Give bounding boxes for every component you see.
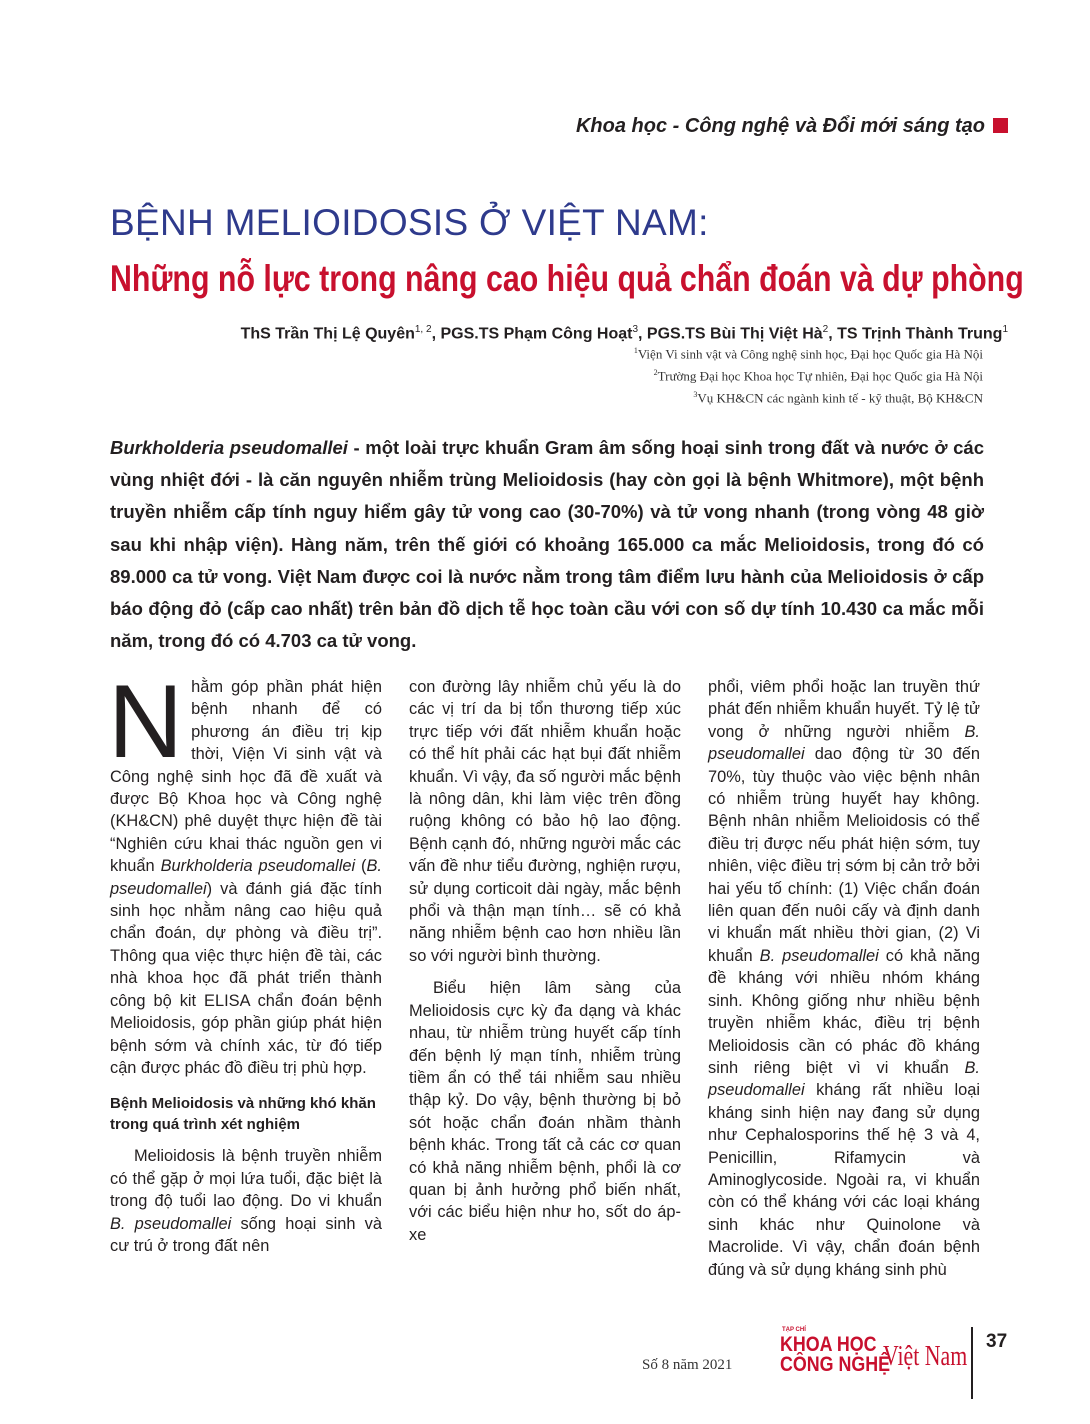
text-run: có khả năng đề kháng với nhiều nhóm kháng sinh. Không giống như nhiều bệnh truyền nhiễm khác, điều trị bệnh Melioidosis cần có phác đồ kháng sinh riêng biệt vì vi khuẩn [708, 946, 980, 1077]
affiliation-3: $^3$Vụ KH&CN các ngành kinh tế - kỹ thuật, Bộ KH&CN [693, 390, 983, 406]
author-affiliation-mark: 1 [1002, 324, 1008, 335]
paragraph [110, 1145, 382, 1257]
italic-term: B. pseudomallei [759, 946, 879, 965]
section-header [576, 115, 1008, 138]
text-run: hằm góp phần phát hiện bệnh nhanh để có phương án điều trị kịp thời, Viện Vi sinh vật và Công nghệ sinh học đã đề xuất và được Bộ Khoa học và Công nghệ (KH&CN) phê duyệt thực hiện đề tài “Nghiên cứu khai thác nguồn gen vi khuẩn [110, 678, 382, 876]
text-run: sống hoại sinh và cư trú ở trong đất nên [110, 1214, 382, 1255]
text-run: phổi, viêm phổi hoặc lan truyền thứ phát đến nhiễm khuẩn huyết. Tỷ lệ tử vong ở những người nhiễm [708, 678, 980, 741]
author-name: PGS.TS Phạm Công Hoạt [440, 325, 633, 343]
body-column-1 [108, 664, 382, 1257]
text-run: kháng rất nhiều loại kháng sinh hiện nay đang sử dụng như Cephalosporins thế hệ 3 và 4, Penicillin, Rifamycin và Aminoglycoside. Ngoài ra, vi khuẩn còn có thể kháng với các loại kháng sinh khác như Quinolone và Macrolide. Vì vậy, chẩn đoán bệnh đúng và sử dụng kháng sinh phù [708, 1081, 980, 1279]
text-run: Biểu hiện lâm sàng của Melioidosis cực kỳ đa dạng và khác nhau, từ nhiễm trùng huyết cấp tính đến bệnh lý mạn tính, nhiễm trùng tiềm ẩn có thể tái nhiễm sau nhiều thập kỷ. Do vậy, bệnh thường bị bỏ sót hoặc chẩn đoán nhầm thành bệnh khác. Trong tất cả các cơ quan có khả năng nhiễm bệnh, phổi là cơ quan bị ảnh hưởng phổ biến nhất, với các biểu hiện như ho, sốt do áp-xe [409, 979, 681, 1244]
author-name: ThS Trần Thị Lệ Quyên [240, 325, 415, 343]
issue-label: Số 8 năm 2021 [642, 1357, 733, 1373]
paragraph [108, 664, 382, 1079]
section-title: Khoa học - Công nghệ và Đổi mới sáng tạo [575, 115, 985, 137]
paragraph [708, 676, 980, 1281]
text-run: ) và đánh giá đặc tính sinh học nhằm nâng cao hiệu quả chẩn đoán, dự phòng và điều trị”. Thông qua việc thực hiện đề tài, các nhà khoa học đã phát triển thành công bộ kit ELISA chẩn đoán bệnh Melioidosis, góp phần giúp phát hiện bệnh sớm và chính xác, từ đó tiếp cận được phác đồ điều trị phù hợp. [110, 879, 382, 1077]
text-run: Melioidosis là bệnh truyền nhiễm có thể gặp ở mọi lứa tuổi, đặc biệt là trong độ tuổi lao động. Do vi khuẩn [110, 1147, 382, 1211]
abstract [110, 432, 984, 657]
text-run: dao động từ 30 đến 70%, tùy thuộc vào việc bệnh nhân có nhiễm trùng huyết hay không. Bệnh nhân nhiễm Melioidosis có thể điều trị được nếu phát hiện sớm, tuy nhiên, việc điều trị sớm bị cản trở bởi hai yếu tố chính: (1) Việc chẩn đoán liên quan đến nuôi cấy và định danh vi khuẩn mất nhiều thời gian, (2) Vi khuẩn [708, 745, 980, 965]
body-column-2 [409, 676, 681, 1246]
page-number-divider [971, 1327, 973, 1399]
article-title-line1: BỆNH MELIOIDOSIS Ở VIỆT NAM: [110, 202, 709, 243]
text-run: ( [355, 857, 367, 876]
italic-term: B. pseudomallei [110, 857, 382, 898]
italic-term: Burkholderia pseudomallei [160, 857, 356, 876]
italic-term: B. pseudomallei [708, 722, 980, 764]
author-affiliation-mark: 2 [822, 324, 829, 335]
affiliation-2: $^2$Trường Đại học Khoa học Tự nhiên, Đại học Quốc gia Hà Nội [653, 368, 983, 384]
affiliation-1: $^1$Viện Vi sinh vật và Công nghệ sinh học, Đại học Quốc gia Hà Nội [633, 346, 983, 362]
italic-term: B. pseudomallei [110, 1214, 232, 1233]
red-square-icon [993, 118, 1008, 133]
author-affiliation-mark: 3 [632, 324, 639, 335]
author-list: ThS Trần Thị Lệ Quyên$^{1, 2}$, PGS.TS Phạm Công Hoạt$^3$, PGS.TS Bùi Thị Việt $Hà^2$, TS Trịnh Thành Trung$^1$ [240, 324, 1008, 343]
paragraph [409, 977, 681, 1246]
body-column-3 [708, 676, 980, 1281]
abstract-species: Burkholderia pseudomallei [110, 437, 348, 458]
paragraph [409, 676, 681, 967]
author-name: PGS.TS Bùi Thị Việt Hà [646, 325, 823, 343]
text-run: con đường lây nhiễm chủ yếu là do các vị trí da bị tổn thương tiếp xúc trực tiếp với đất nhiễm khuẩn hoặc có thể hít phải các hạt bụi đất nhiễm khuẩn. Vì vậy, đa số người mắc bệnh là nông dân, khi làm việc trên đồng ruộng không có bảo hộ lao động. Bệnh cạnh đó, những người mắc các vấn đề như tiểu đường, nghiện rượu, sử dụng corticoit dài ngày, mắc bệnh phổi và thận mạn tính… sẽ có khả năng nhiễm bệnh cao hơn nhiều lần so với người bình thường. [409, 678, 681, 965]
abstract-text: - một loài trực khuẩn Gram âm sống hoại sinh trong đất và nước ở các vùng nhiệt đới - là căn nguyên nhiễm trùng Melioidosis (hay còn gọi là bệnh Whitmore), một bệnh truyền nhiễm cấp tính nguy hiểm gây tử vong cao (30-70%) và tử vong nhanh (trong vòng 48 giờ sau khi nhập viện). Hàng năm, trên thế giới có khoảng 165.000 ca mắc Melioidosis, trong đó có 89.000 ca tử vong. Việt Nam được coi là nước nằm trong tâm điểm lưu hành của Melioidosis ở cấp báo động đỏ (cấp cao nhất) trên bản đồ dịch tễ học toàn cầu với con số dự tính 10.430 ca mắc mỗi năm, trong đó có 4.703 ca tử vong. [110, 437, 984, 652]
page-number: 37 [986, 1331, 1008, 1352]
subheading: Bệnh Melioidosis và những khó khăn trong quá trình xét nghiệm [110, 1095, 376, 1134]
italic-term: B. pseudomallei [708, 1058, 980, 1100]
author-affiliation-mark: 1, 2 [414, 324, 432, 335]
magazine-logo: TẠP CHÍ KHOA HỌC CÔNG NGHỆ Việt Nam [780, 1327, 968, 1376]
article-title-line2: Những nỗ lực trong nâng cao hiệu quả chẩn đoán và dự phòng [110, 258, 1024, 299]
author-name: TS Trịnh Thành Trung [837, 325, 1003, 343]
drop-cap: N [108, 664, 184, 780]
